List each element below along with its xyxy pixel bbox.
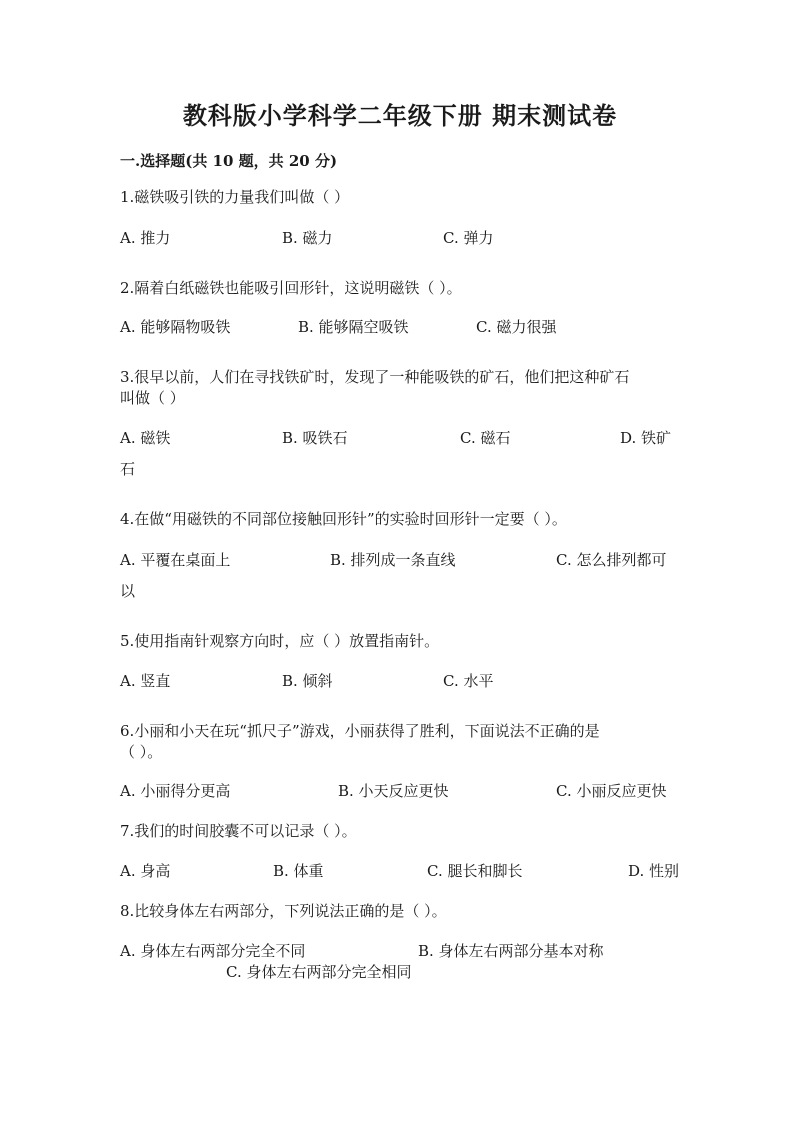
question-3-option-a: A. 磁铁 <box>120 429 171 447</box>
question-8-option-c: C. 身体左右两部分完全相同 <box>226 963 412 981</box>
question-7-stem: 7.我们的时间胶囊不可以记录（ ）。 <box>120 822 357 840</box>
question-8-stem: 8.比较身体左右两部分，下列说法正确的是（ ）。 <box>120 902 447 920</box>
question-6-stem-line-2: （ ）。 <box>120 743 163 761</box>
question-6-option-c: C. 小丽反应更快 <box>556 782 667 800</box>
question-8-option-b: B. 身体左右两部分基本对称 <box>418 942 604 960</box>
question-1-stem: 1.磁铁吸引铁的力量我们叫做（ ） <box>120 188 350 206</box>
question-7-option-c: C. 腿长和脚长 <box>427 862 523 880</box>
question-4-option-a: A. 平覆在桌面上 <box>120 551 231 569</box>
question-6-option-b: B. 小天反应更快 <box>338 782 449 800</box>
question-8-option-a: A. 身体左右两部分完全不同 <box>120 942 306 960</box>
question-3-stem-line-2: 叫做（ ） <box>120 389 185 407</box>
question-1-option-c: C. 弹力 <box>443 229 494 247</box>
question-4-option-c: C. 怎么排列都可 <box>556 551 667 569</box>
question-6-stem-line-1: 6.小丽和小天在玩“抓尺子”游戏，小丽获得了胜利，下面说法不正确的是 <box>120 722 600 740</box>
question-3-option-d-wrap: 石 <box>120 460 136 478</box>
section-heading: 一.选择题(共 10 题，共 20 分) <box>120 152 338 170</box>
question-2-stem: 2.隔着白纸磁铁也能吸引回形针，这说明磁铁（ ）。 <box>120 279 462 297</box>
question-4-stem: 4.在做“用磁铁的不同部位接触回形针”的实验时回形针一定要（ ）。 <box>120 510 567 528</box>
question-7-option-a: A. 身高 <box>120 862 171 880</box>
page-title: 教科版小学科学二年级下册 期末测试卷 <box>182 101 618 130</box>
question-3-option-c: C. 磁石 <box>460 429 511 447</box>
question-2-option-c: C. 磁力很强 <box>476 318 557 336</box>
question-3-option-d: D. 铁矿 <box>620 429 672 447</box>
question-4-option-c-wrap: 以 <box>120 582 136 600</box>
question-4-option-b: B. 排列成一条直线 <box>330 551 456 569</box>
question-6-option-a: A. 小丽得分更高 <box>120 782 231 800</box>
question-5-option-c: C. 水平 <box>443 672 494 690</box>
question-3-option-b: B. 吸铁石 <box>282 429 348 447</box>
question-2-option-b: B. 能够隔空吸铁 <box>298 318 409 336</box>
question-1-option-b: B. 磁力 <box>282 229 333 247</box>
question-2-option-a: A. 能够隔物吸铁 <box>120 318 231 336</box>
question-5-option-b: B. 倾斜 <box>282 672 333 690</box>
question-1-option-a: A. 推力 <box>120 229 171 247</box>
question-7-option-d: D. 性别 <box>628 862 680 880</box>
question-3-stem-line-1: 3.很早以前，人们在寻找铁矿时，发现了一种能吸铁的矿石，他们把这种矿石 <box>120 368 630 386</box>
question-5-option-a: A. 竖直 <box>120 672 171 690</box>
question-7-option-b: B. 体重 <box>273 862 324 880</box>
question-5-stem: 5.使用指南针观察方向时，应（ ）放置指南针。 <box>120 632 440 650</box>
